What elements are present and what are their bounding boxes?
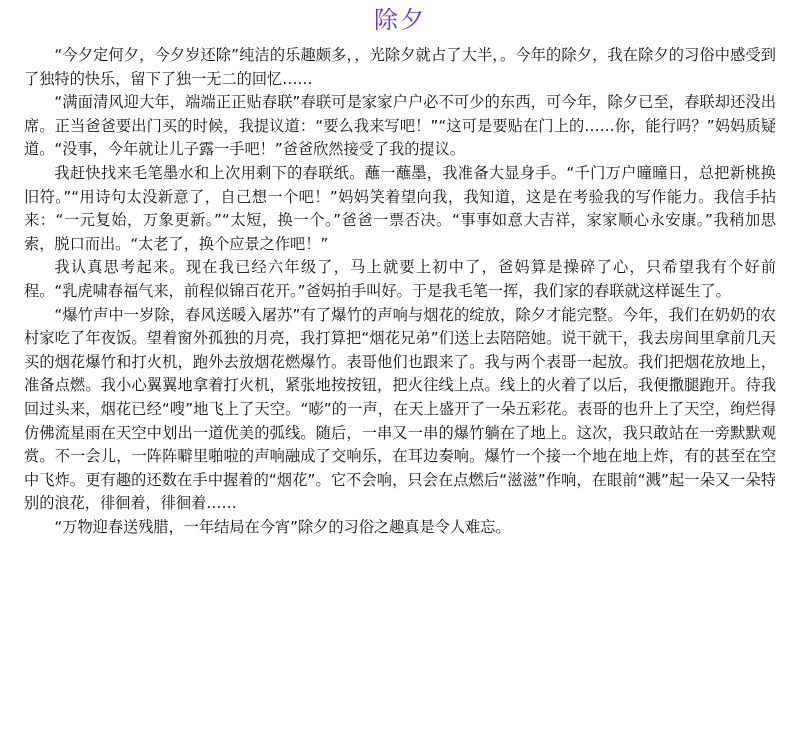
paragraph-4: 我认真思考起来。现在我已经六年级了，马上就要上初中了，爸妈算是操碎了心，只希望我有个好前程。“乳虎啸春福气来，前程似锦百花开。”爸妈拍手叫好。于是我毛笔一挥，我们家的春联就这样诞生了。 [24, 258, 776, 300]
paragraph-2: “满面清风迎大年，端端正正贴春联”春联可是家家户户必不可少的东西，可今年，除夕已至，春联却还没出席。正当爸爸要出门买的时候，我提议道：“要么我来写吧！”“这可是要贴在门上的……你，能行吗？”妈妈质疑道。“没事，今年就让儿子露一手吧！”爸爸欣然接受了我的提议。 [24, 93, 776, 159]
paragraph-5: “爆竹声中一岁除，春风送暖入屠苏”有了爆竹的声响与烟花的绽放，除夕才能完整。今年，我们在奶奶的农村家吃了年夜饭。望着窗外孤独的月亮，我打算把“烟花兄弟”们送上去陪陪她。说干就干，我去房间里拿前几天买的烟花爆竹和打火机，跑外去放烟花燃爆竹。表哥他们也跟来了。我与两个表哥一起放。我们把烟花放地上，准备点燃。我小心翼翼地拿着打火机，紧张地按按钮，把火往线上点。线上的火着了以后，我便撒腿跑开。待我回过头来，烟花已经“嗖”地飞上了天空。“嘭”的一声，在天上盛开了一朵五彩花。表哥的也升上了天空，绚烂得仿佛流星雨在天空中划出一道优美的弧线。随后，一串又一串的爆竹躺在了地上。这次，我只敢站在一旁默默观赏。不一会儿，一阵阵噼里啪啦的声响融成了交响乐，在耳边奏响。爆竹一个接一个地在地上炸，有的甚至在空中飞炸。更有趣的还数在手中握着的“烟花”。它不会响，只会在点燃后“滋滋”作响，在眼前“溅”起一朵又一朵特别的浪花，徘徊着，徘徊着…… [24, 305, 776, 513]
paragraph-6: “万物迎春送残腊，一年结局在今宵”除夕的习俗之趣真是令人难忘。 [54, 517, 511, 536]
document-title: 除夕 [374, 6, 426, 34]
document [24, 0, 776, 539]
paragraph-3: 我赶快找来毛笔墨水和上次用剩下的春联纸。蘸一蘸墨，我准备大显身手。“千门万户曈曈日，总把新桃换旧符。”“用诗句太没新意了，自己想一个吧！”妈妈笑着望向我，我知道，这是在考验我的写作能力。我信手拈来：“一元复始，万象更新。”“太短，换一个。”爸爸一票否决。“事事如意大吉祥，家家顺心永安康。”我稍加思索，脱口而出。“太老了，换个应景之作吧！” [24, 163, 776, 253]
paragraph-1: “今夕定何夕，今夕岁还除”纯洁的乐趣颇多，，光除夕就占了大半，。今年的除夕，我在除夕的习俗中感受到了独特的快乐，留下了独一无二的回忆…… [24, 46, 776, 88]
